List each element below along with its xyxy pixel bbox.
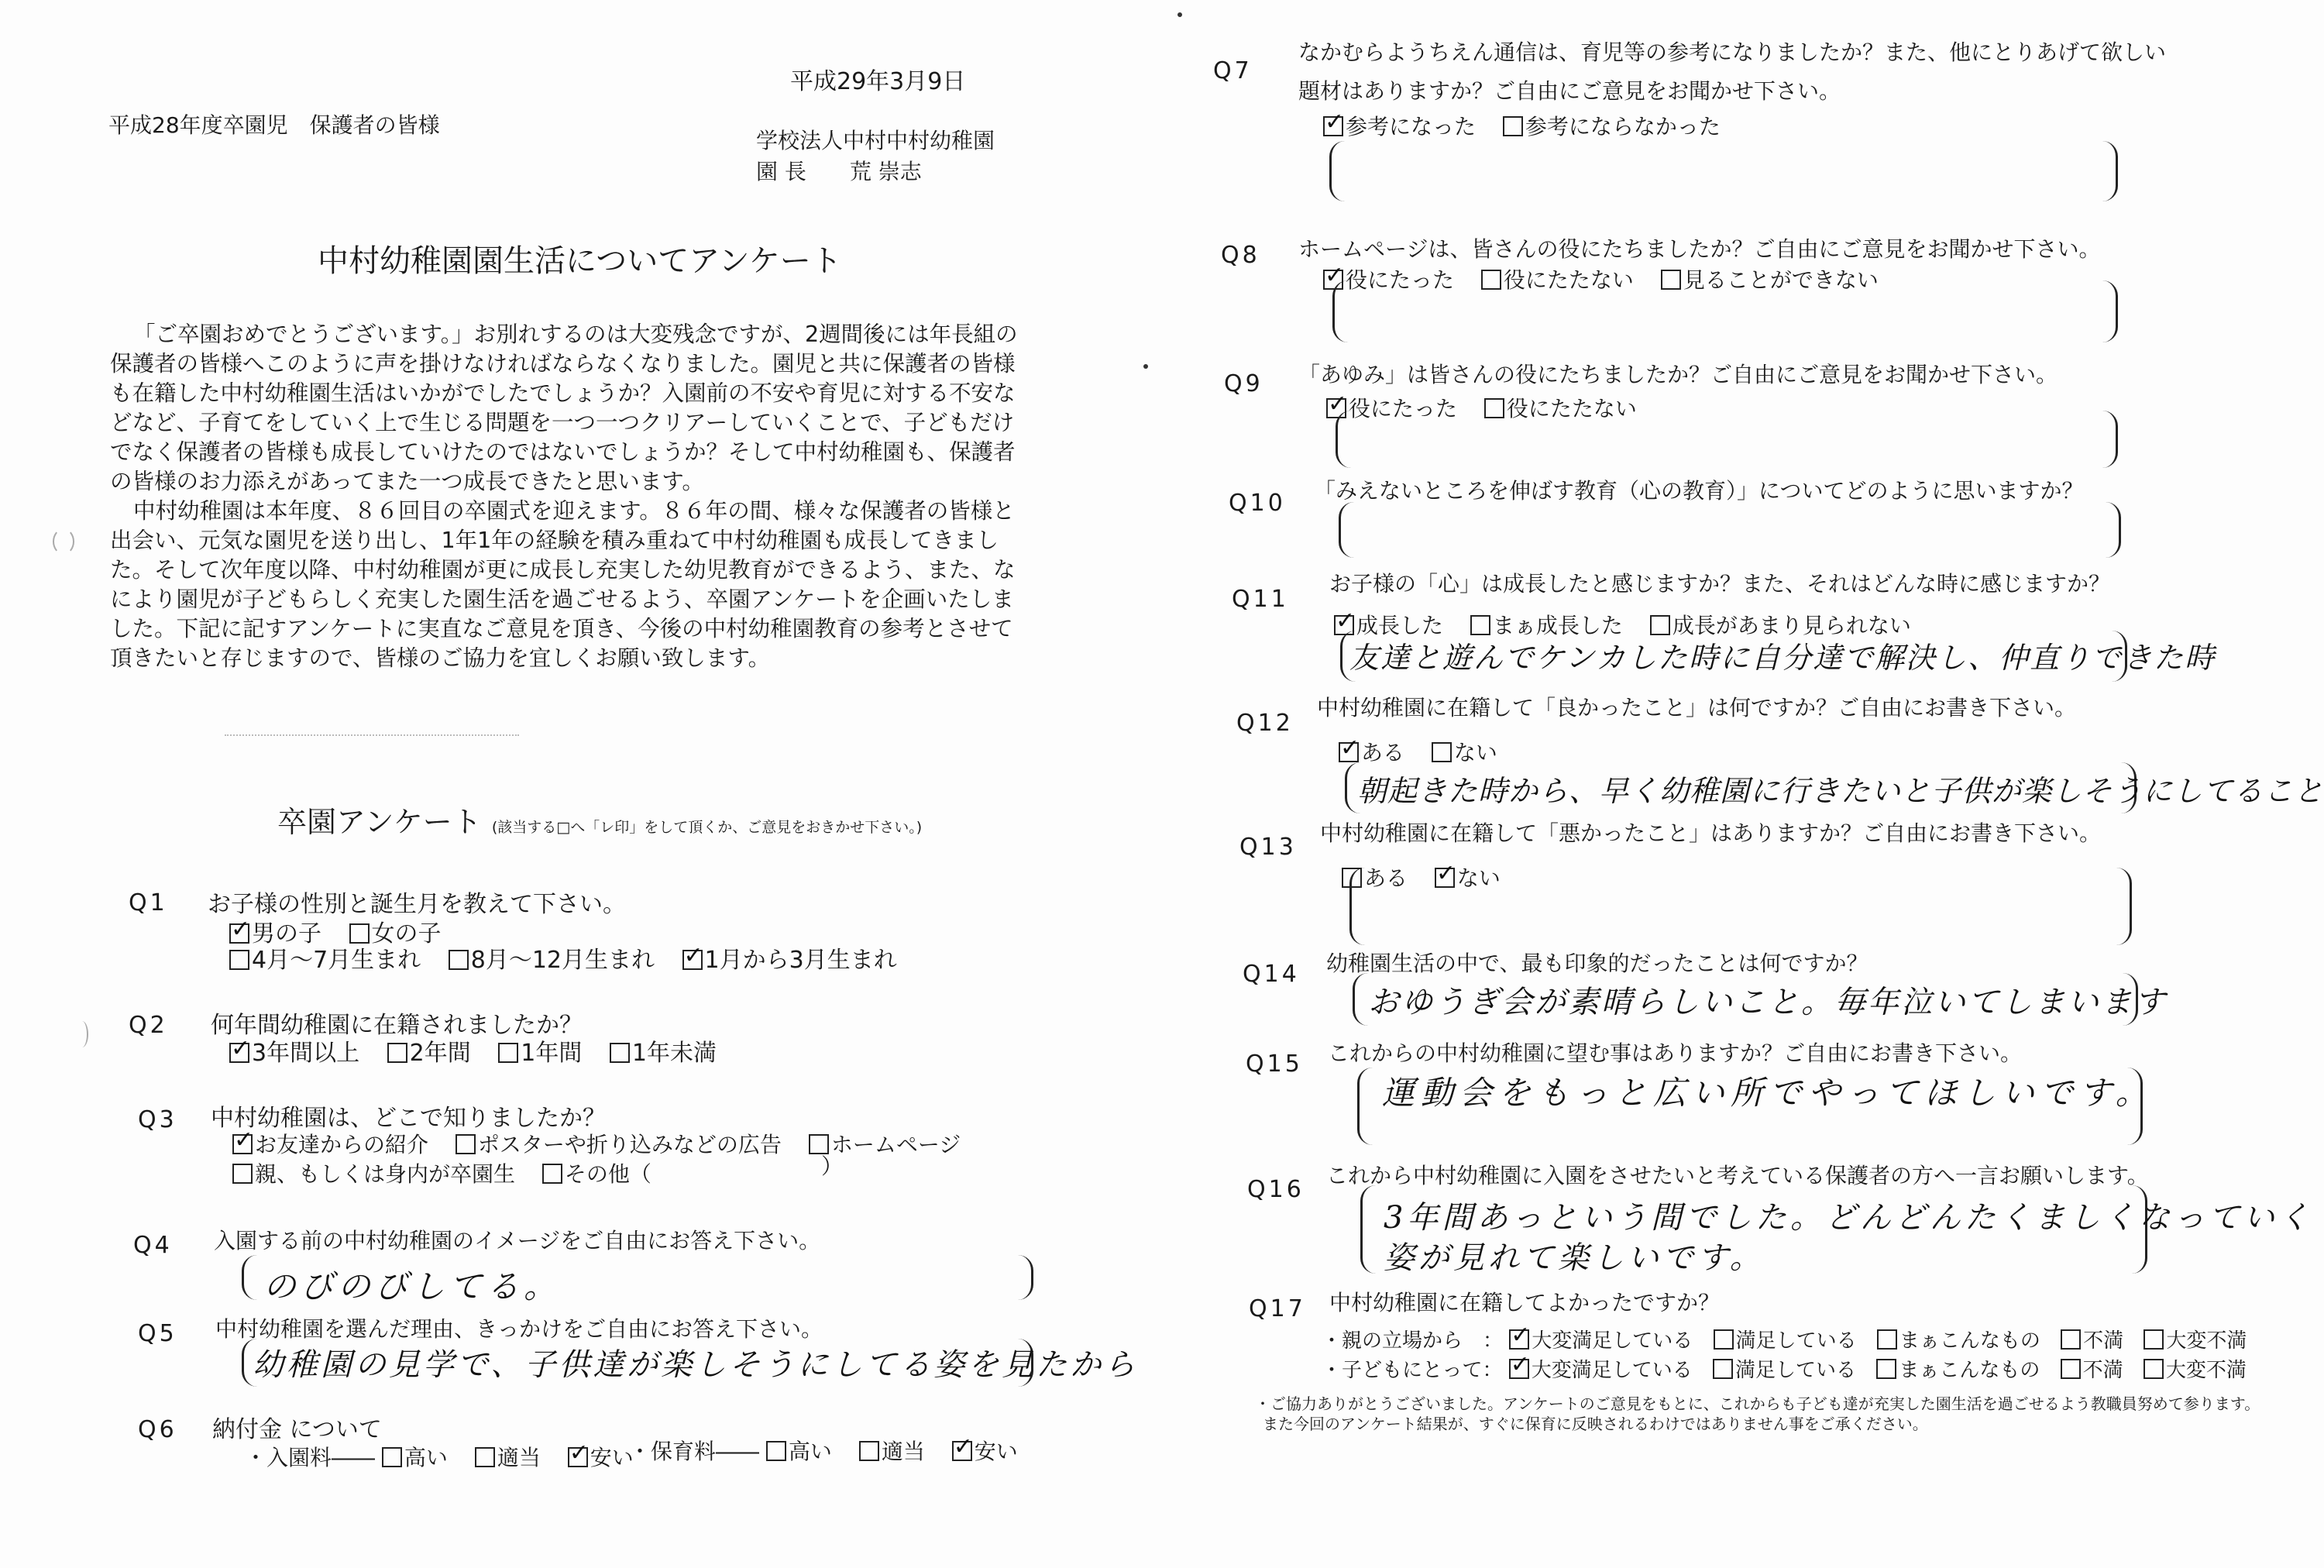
q17-child-option: 大変満足している xyxy=(1531,1359,1693,1382)
footer-note-2: また今回のアンケート結果が、すぐに保育に反映されるわけではありません事をご承ください。 xyxy=(1263,1415,1928,1433)
q8-option-label: 役にたたない xyxy=(1503,267,1634,293)
q8-number: Q8 xyxy=(1221,242,1260,269)
q2-checkbox[interactable] xyxy=(229,1043,249,1063)
q3-option-label: その他（ xyxy=(564,1161,651,1187)
q11-question: お子様の「心」は成長したと感じますか？また、それはどんな時に感じますか？ xyxy=(1329,571,2111,597)
q6-tuition-option: 安い xyxy=(974,1439,1018,1464)
punch-hole-mark xyxy=(53,528,74,555)
q17-parent-label: ・親の立場から ： xyxy=(1322,1329,1504,1353)
survey-title xyxy=(277,798,922,841)
q15-answer: 運動会をもっと広い所でやってほしいです。 xyxy=(1382,1074,2154,1112)
q17-parent-option: 大変満足している xyxy=(1532,1329,1693,1353)
q1-month-checkbox[interactable] xyxy=(229,950,249,970)
q17-parent-checkbox[interactable] xyxy=(1877,1329,1897,1350)
q4-number: Q4 xyxy=(133,1232,173,1259)
q1-month-checkbox[interactable] xyxy=(682,950,703,970)
q6-tuition-option: 高い xyxy=(788,1439,832,1464)
q13-option-label: ある xyxy=(1364,865,1408,891)
q17-child-option: 満足している xyxy=(1735,1359,1857,1382)
q3-option-label: 親、もしくは身内が卒園生 xyxy=(255,1161,516,1187)
q7-option-label: 参考にならなかった xyxy=(1525,114,1721,139)
q3-option-label: ホームページ xyxy=(830,1132,961,1157)
q2-option-label: 1年間 xyxy=(521,1040,583,1067)
q8-question: ホームページは、皆さんの役にたちましたか？ご自由にご意見をお聞かせ下さい。 xyxy=(1298,236,2101,262)
q1-month-label: 4月～7月生まれ xyxy=(252,947,421,974)
q6-entry-checkbox[interactable] xyxy=(382,1447,402,1467)
q3-question: 中村幼稚園は、どこで知りましたか？ xyxy=(211,1105,606,1132)
q17-number: Q17 xyxy=(1249,1295,1306,1322)
q3-checkbox[interactable] xyxy=(232,1134,253,1154)
q14-answer: おゆうぎ会が素晴らしいこと。毎年泣いてしまいます xyxy=(1368,985,2168,1020)
q6-tuition-checkbox[interactable] xyxy=(766,1441,786,1461)
q3-options-row2 xyxy=(232,1157,672,1188)
q17-child-checkbox[interactable] xyxy=(1509,1359,1529,1379)
q8-answer-bracket[interactable] xyxy=(1332,280,2118,342)
intro-paragraph: 「ご卒園おめでとうございます。」お別れするのは大変残念ですが、2週間後には年長組の保護者の皆様へこのように声を掛けなければならなくなりました。園児と共に保護者の皆様も在籍した中村幼稚園生活はいかがでしたでしょうか？入園前の不安や育児に対する不安などなど、子育てをしていく上で生じる問題を一つ一つクリアーしていくことで、子どもだけでなく保護者の皆様も成長していけたのではないでしょうか？そして中村幼稚園も、保護者の皆様のお力添えがあってまた一つ成長できたと思います。 xyxy=(110,322,1018,494)
q17-parent-option: まぁこんなもの xyxy=(1899,1329,2040,1353)
survey-title-text: 卒園アンケート xyxy=(277,805,482,839)
q15-question: これからの中村幼稚園に望む事はありますか？ご自由にお書き下さい。 xyxy=(1328,1040,2023,1066)
q17-child-row xyxy=(1322,1354,2247,1383)
q5-question: 中村幼稚園を選んだ理由、きっかけをご自由にお答え下さい。 xyxy=(215,1316,823,1342)
q17-parent-option: 満足している xyxy=(1735,1329,1857,1353)
addressee: 平成28年度卒園児 保護者の皆様 xyxy=(108,112,440,138)
principal-name: 園 長 荒 崇志 xyxy=(756,159,922,184)
scan-speck xyxy=(1143,364,1148,369)
q17-child-option: 大変不満 xyxy=(2165,1359,2247,1382)
q6-entry-fee xyxy=(245,1441,654,1472)
q10-question: 「みえないところを伸ばす教育（心の教育）」についてどのように思いますか？ xyxy=(1314,478,2084,504)
q2-question: 何年間幼稚園に在籍されましたか？ xyxy=(211,1012,583,1039)
q9-number: Q9 xyxy=(1224,370,1263,397)
q17-parent-checkbox[interactable] xyxy=(1714,1329,1734,1350)
q8-option-label: 役にたった xyxy=(1346,267,1455,293)
q8-option-label: 見ることができない xyxy=(1683,267,1879,293)
q16-answer-line1: 3年間あっという間でした。どんどんたくましくなっていく xyxy=(1384,1200,2314,1236)
q6-tuition-option: 適当 xyxy=(881,1439,925,1464)
q2-checkbox[interactable] xyxy=(610,1043,630,1063)
survey-instruction: (該当する□へ「レ印」をして頂くか、ご意見をおきかせ下さい。) xyxy=(491,819,923,836)
q17-child-checkbox[interactable] xyxy=(2144,1359,2164,1379)
q4-answer: のびのびしてる。 xyxy=(263,1267,562,1305)
q1-male-label: 男の子 xyxy=(252,920,321,947)
q17-parent-checkbox[interactable] xyxy=(2144,1329,2164,1350)
q3-checkbox[interactable] xyxy=(542,1164,562,1184)
q7-number: Q7 xyxy=(1213,57,1253,84)
q7-question-line1: なかむらようちえん通信は、育児等の参考になりましたか？また、他にとりあげて欲しい xyxy=(1298,40,2167,65)
q2-option-label: 1年未満 xyxy=(631,1040,717,1067)
q13-number: Q13 xyxy=(1239,834,1297,861)
q6-entry-option: 安い xyxy=(590,1445,634,1470)
footer-note-1: ・ご協力ありがとうございました。アンケートのご意見をもとに、これからも子ども達が充実した園生活を過ごせるよう教職員努めて参ります。 xyxy=(1255,1394,2260,1413)
q11-number: Q11 xyxy=(1232,586,1289,613)
q17-child-option: まぁこんなもの xyxy=(1899,1359,2040,1382)
q1-month-label: 1月から3月生まれ xyxy=(704,947,897,974)
q15-number: Q15 xyxy=(1246,1050,1303,1078)
q3-other-close: ） xyxy=(821,1154,844,1179)
q1-month-checkbox[interactable] xyxy=(449,950,469,970)
q17-child-option: 不満 xyxy=(2082,1359,2123,1382)
q4-question: 入園する前の中村幼稚園のイメージをご自由にお答え下さい。 xyxy=(214,1228,821,1253)
q6-number: Q6 xyxy=(138,1416,177,1443)
q2-option-label: 2年間 xyxy=(409,1040,471,1067)
q2-checkbox[interactable] xyxy=(498,1043,518,1063)
q12-option-label: ない xyxy=(1453,740,1497,765)
q7-option-label: 参考になった xyxy=(1346,114,1477,139)
q6-entry-option: 適当 xyxy=(497,1445,541,1470)
q11-option-label: まぁ成長した xyxy=(1492,613,1623,638)
q17-child-checkbox[interactable] xyxy=(1713,1359,1733,1379)
q17-child-checkbox[interactable] xyxy=(2061,1359,2081,1379)
q12-checkbox[interactable] xyxy=(1432,742,1452,762)
q6-entry-checkbox[interactable] xyxy=(568,1447,588,1467)
q1-female-label: 女の子 xyxy=(371,920,442,947)
q9-question: 「あゆみ」は皆さんの役にたちましたか？ご自由にご意見をお聞かせ下さい。 xyxy=(1298,362,2058,387)
intro-text xyxy=(110,320,1026,673)
q2-options xyxy=(229,1033,737,1068)
q6-tuition-checkbox[interactable] xyxy=(859,1441,879,1461)
q10-number: Q10 xyxy=(1229,490,1286,517)
q1-number: Q1 xyxy=(129,889,168,916)
q3-checkbox[interactable] xyxy=(232,1164,253,1184)
q1-question: お子様の性別と誕生月を教えて下さい。 xyxy=(208,891,626,918)
q17-parent-checkbox[interactable] xyxy=(2061,1329,2081,1350)
q13-option-label: ない xyxy=(1456,865,1501,891)
q3-options-row1 xyxy=(232,1128,981,1159)
scan-speck xyxy=(1177,12,1182,17)
q6-question: 納付金 について xyxy=(212,1416,382,1443)
q17-parent-option: 大変不満 xyxy=(2166,1329,2247,1353)
q7-checkbox[interactable] xyxy=(1503,116,1523,136)
q7-checkbox[interactable] xyxy=(1323,116,1343,136)
q9-option-label: 役にたたない xyxy=(1506,396,1637,421)
q7-question-line2: 題材はありますか？ご自由にご意見をお聞かせ下さい。 xyxy=(1298,78,1841,104)
q2-checkbox[interactable] xyxy=(387,1043,407,1063)
q7-answer-bracket[interactable] xyxy=(1329,141,2118,201)
faint-stamp xyxy=(225,734,519,747)
q1-month-options xyxy=(229,940,917,975)
q3-option-label: ポスターや折り込みなどの広告 xyxy=(477,1132,782,1157)
q11-answer: 友達と遊んでケンカした時に自分達で解決し、仲直りできた時 xyxy=(1349,641,2216,675)
school-name: 学校法人中村中村幼稚園 xyxy=(756,128,995,153)
q3-checkbox[interactable] xyxy=(456,1134,476,1154)
q2-option-label: 3年間以上 xyxy=(252,1040,360,1067)
intro-paragraph: 中村幼稚園は本年度、８６回目の卒園式を迎えます。８６年の間、様々な保護者の皆様と出会い、元気な園児を送り出し、1年1年の経験を積み重ねて中村幼稚園も成長してきました。そして次年度以降、中村幼稚園が更に成長し充実した幼児教育ができるよう、また、なにより園児が子どもらしく充実した園生活を過ごせるよう、卒園アンケートを企画いたしました。下記に記すアンケートに実直なご意見を頂き、今後の中村幼稚園教育の参考とさせて頂きたいと存じますので、皆様のご協力を宜しくお願い致します。 xyxy=(110,498,1016,671)
q7-options xyxy=(1323,110,1741,141)
q16-answer-line2: 姿が見れて楽しいです。 xyxy=(1384,1240,1765,1276)
q13-answer-bracket[interactable] xyxy=(1349,868,2132,945)
q6-tuition-label: ・保育料―― xyxy=(629,1439,760,1464)
q17-parent-checkbox[interactable] xyxy=(1509,1329,1529,1350)
q17-parent-row xyxy=(1322,1325,2247,1353)
q16-number: Q16 xyxy=(1247,1176,1305,1203)
q6-entry-option: 高い xyxy=(404,1445,448,1470)
q6-tuition-fee xyxy=(629,1435,1038,1466)
q17-child-label: ・子どもにとって： xyxy=(1322,1359,1503,1382)
q1-month-label: 8月～12月生まれ xyxy=(470,947,655,974)
q9-option-label: 役にたった xyxy=(1349,396,1458,421)
q12-option-label: ある xyxy=(1361,740,1405,765)
q5-number: Q5 xyxy=(138,1320,177,1347)
q6-tuition-checkbox[interactable] xyxy=(952,1441,972,1461)
q9-answer-bracket[interactable] xyxy=(1336,411,2118,468)
q11-option-label: 成長した xyxy=(1356,613,1444,638)
q6-entry-checkbox[interactable] xyxy=(475,1447,495,1467)
q5-answer: 幼稚園の見学で、子供達が楽しそうにしてる姿を見たから xyxy=(253,1347,1139,1383)
q12-checkbox[interactable] xyxy=(1339,742,1359,762)
date: 平成29年3月9日 xyxy=(790,68,966,95)
q11-option-label: 成長があまり見られない xyxy=(1672,613,1911,638)
q3-option-label: お友達からの紹介 xyxy=(255,1132,429,1157)
q17-parent-option: 不満 xyxy=(2083,1329,2124,1353)
q14-number: Q14 xyxy=(1243,961,1300,988)
q10-answer-bracket[interactable] xyxy=(1339,502,2121,558)
q17-question: 中村幼稚園に在籍してよかったですか？ xyxy=(1329,1290,1721,1315)
q16-question: これから中村幼稚園に入園をさせたいと考えている保護者の方へ一言お願いします。 xyxy=(1326,1163,2149,1188)
q14-question: 幼稚園生活の中で、最も印象的だったことは何ですか？ xyxy=(1326,951,1868,976)
q12-question: 中村幼稚園に在籍して「良かったこと」は何ですか？ご自由にお書き下さい。 xyxy=(1317,695,2077,720)
q13-question: 中村幼稚園に在籍して「悪かったこと」はありますか？ご自由にお書き下さい。 xyxy=(1320,820,2102,846)
punch-hole-mark xyxy=(76,1021,88,1047)
q12-number: Q12 xyxy=(1236,710,1294,737)
q3-number: Q3 xyxy=(138,1106,177,1133)
q6-entry-label: ・入園料―― xyxy=(245,1445,376,1470)
q2-number: Q2 xyxy=(129,1012,168,1039)
q12-answer: 朝起きた時から、早く幼稚園に行きたいと子供が楽しそうにしてること xyxy=(1357,774,2324,808)
q17-child-checkbox[interactable] xyxy=(1876,1359,1896,1379)
page-title: 中村幼稚園園生活についてアンケート xyxy=(318,243,842,279)
